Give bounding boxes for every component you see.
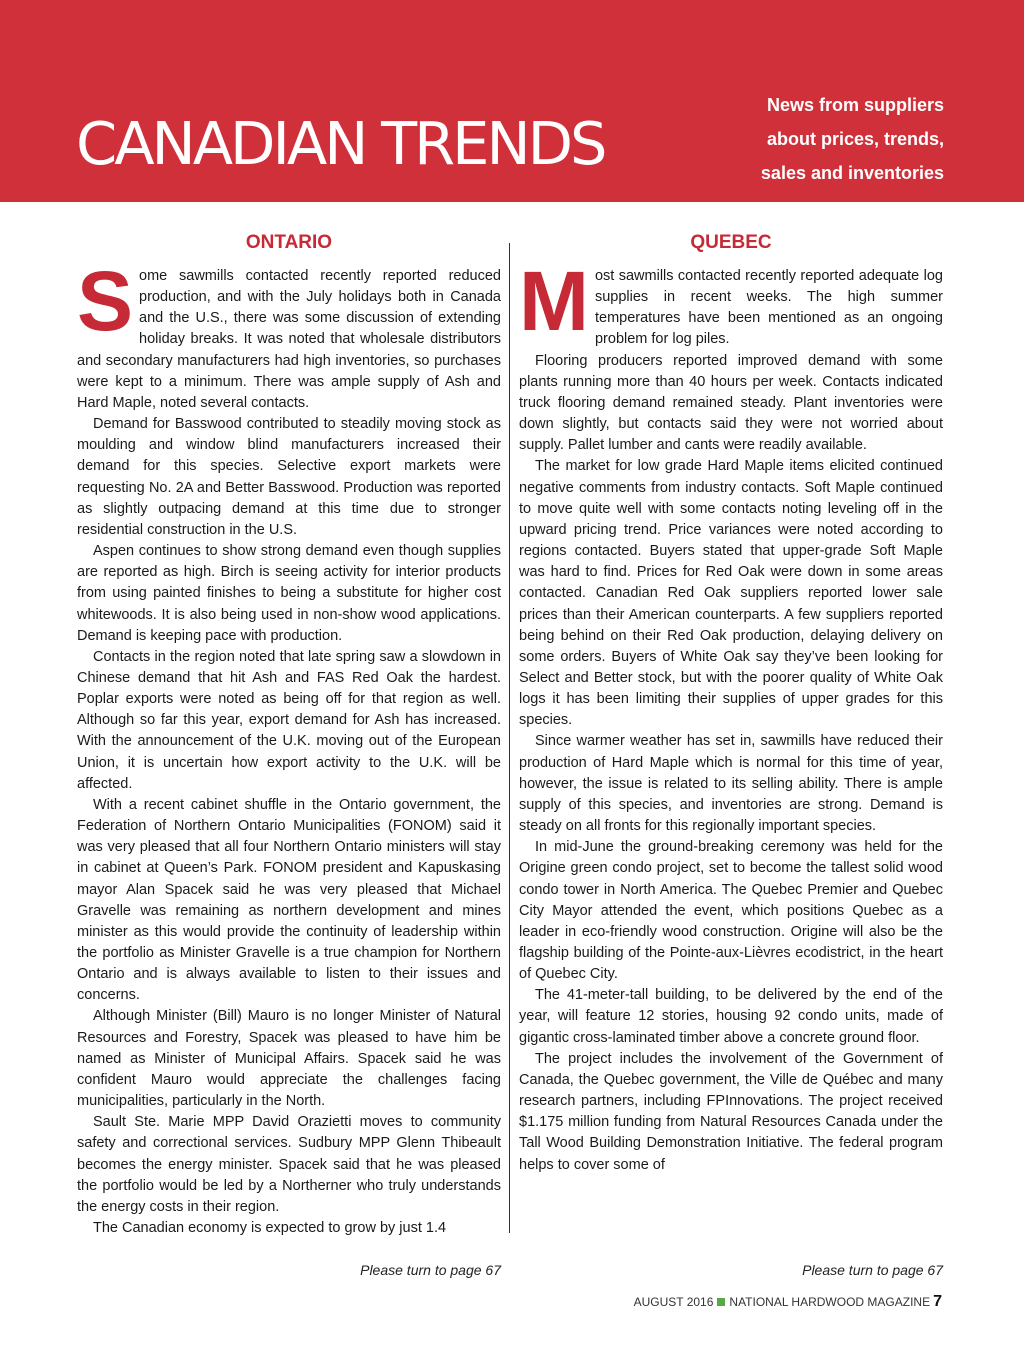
article-paragraph: In mid-June the ground-breaking ceremony was held for the Origine green condo project, set to become the tallest solid wood condo tower in North America. The Quebec Premier and Quebec City Mayor attended the event, which positions Quebec as a leader in eco-friendly wood construction. Origine will also be the flagship building of the Pointe-aux-Lièvres ecodistrict, in the heart of Quebec City. xyxy=(519,839,943,983)
green-square-icon xyxy=(717,1298,725,1306)
article-paragraph: Contacts in the region noted that late spring saw a slowdown in Chinese demand that hit Ash and FAS Red Oak the hardest. Poplar exports were noted as being off for that region as well. Although so far this year, export demand for Ash has increased. With the announcement of the U.K. moving out of the European Union, it is uncertain how export activity to the U.K. will be affected. xyxy=(77,648,501,792)
article-paragraph: The Canadian economy is expected to grow by just 1.4 xyxy=(93,1220,447,1237)
lead-text: ome sawmills contacted recently reported reduced production, and with the July holidays both in Canada and the U.S., there was some discussion of extending holiday breaks. It was noted that wholesale distributors and secondary manufacturers had high inventories, so purchases were kept to a minimum. There was ample supply of Ash and Hard Maple, noted several contacts. xyxy=(77,268,501,411)
article-paragraph: Aspen continues to show strong demand even though supplies are reported as high. Birch is seeing activity for interior products from using painted finishes to being a substitute for higher cost whitewoods. It is also being used in non-show wood applications. Demand is keeping pace with production. xyxy=(77,543,501,644)
header-banner xyxy=(0,0,1024,202)
tagline-line: sales and inventories xyxy=(760,163,944,183)
drop-cap: M xyxy=(519,254,589,348)
article-paragraph: The market for low grade Hard Maple items elicited continued negative comments from industry contacts. Soft Maple continued to move quite well with some contacts noting leveling off in the upward pricing trend. Price variances were noted according to regions contacted. Buyers stated that upper-grade Soft Maple was hard to find. Prices for Red Oak were down in some areas contacted. Canadian Red Oak suppliers reported lower sale prices than their American counterparts. A few suppliers reported being behind on their Red Oak production, delaying delivery on some orders. Buyers of White Oak say they’ve been looking for Select and Better stock, but with the poorer quality of White Oak logs it has been limiting their supplies of upper grades for this species. xyxy=(519,458,943,729)
banner-tagline xyxy=(761,88,944,190)
article-paragraph: Flooring producers reported improved demand with some plants running more than 40 hours per week. Contacts indicated truck flooring demand remained steady. Plant inventories were down slightly, but contacts said they were not worried about supply. Pallet lumber and cants were readily available. xyxy=(519,352,943,454)
continuation-note-ontario: Please turn to page 67 xyxy=(360,1262,501,1278)
footer-issue: AUGUST 2016 xyxy=(633,1295,714,1309)
column-divider xyxy=(509,243,510,1233)
section-heading-quebec: QUEBEC xyxy=(690,232,772,253)
article-paragraph: With a recent cabinet shuffle in the Ontario government, the Federation of Northern Ontario Municipalities (FONOM) said it was very pleased that all four Northern Ontario ministers will stay in cabinet at Queen’s Park. FONOM president and Kapuskasing mayor Alan Spacek said he was very pleased that Michael Gravelle was remaining as northern development and mines minister as this would provide the continuity of leadership within the portfolio as Minister Gravelle is a true champion for Northern Ontario and is always available to listen to their issues and concerns. xyxy=(77,796,501,1004)
quebec-column xyxy=(519,228,943,1258)
section-heading-ontario: ONTARIO xyxy=(245,232,333,253)
continuation-note-quebec: Please turn to page 67 xyxy=(802,1262,943,1278)
article-paragraph: Since warmer weather has set in, sawmills have reduced their production of Hard Maple which is normal for this time of year, however, the issue is related to its selling ability. There is ample supply of this species, and inventories are strong. Demand is steady on all fronts for this regionally important species. xyxy=(519,733,943,835)
article-paragraph: The project includes the involvement of the Government of Canada, the Quebec government, the Ville de Québec and many research partners, including FPInnovations. The project received $1.175 million funding from Natural Resources Canada under the Tall Wood Building Demonstration Initiative. The federal program helps to cover some of xyxy=(519,1050,943,1173)
tagline-line: about prices, trends, xyxy=(766,129,944,149)
ontario-column xyxy=(77,228,501,1258)
drop-cap: S xyxy=(77,254,134,348)
ontario-article xyxy=(77,254,501,1239)
article-paragraph: The 41-meter-tall building, to be delivered by the end of the year, will feature 12 stories, housing 92 condo units, made of gigantic cross-laminated timber above a concrete ground floor. xyxy=(519,987,943,1046)
page-title: CANADIAN TRENDS xyxy=(76,109,605,178)
page-footer xyxy=(634,1293,942,1311)
footer-magazine: NATIONAL HARDWOOD MAGAZINE xyxy=(729,1295,931,1309)
lead-paragraph xyxy=(77,254,501,414)
article-paragraph: Sault Ste. Marie MPP David Orazietti moves to community safety and correctional services. Sudbury MPP Glenn Thibeault becomes the energy minister. Spacek said that he was pleased the portfolio would be led by a Northerner who truly understands the energy costs in their region. xyxy=(77,1114,501,1215)
page-number: 7 xyxy=(933,1293,942,1310)
lead-text: ost sawmills contacted recently reported adequate log supplies in recent weeks. The high summer temperatures have been mentioned as an ongoing problem for log piles. xyxy=(594,268,943,348)
quebec-article xyxy=(519,254,943,1176)
tagline-line: News from suppliers xyxy=(766,95,944,115)
article-paragraph: Although Minister (Bill) Mauro is no longer Minister of Natural Resources and Forestry, Spacek was pleased to have him be named as Minister of Municipal Affairs. Spacek said he was confident Mauro would appreciate the challenges facing municipalities, particularly in the North. xyxy=(77,1008,501,1110)
article-paragraph: Demand for Basswood contributed to steadily moving stock as moulding and window blind manufacturers increased their demand for this species. Selective export markets were requesting No. 2A and Better Basswood. Production was reported as slightly outpacing demand at this time due to stronger residential construction in the U.S. xyxy=(77,416,501,538)
lead-paragraph xyxy=(519,254,943,351)
